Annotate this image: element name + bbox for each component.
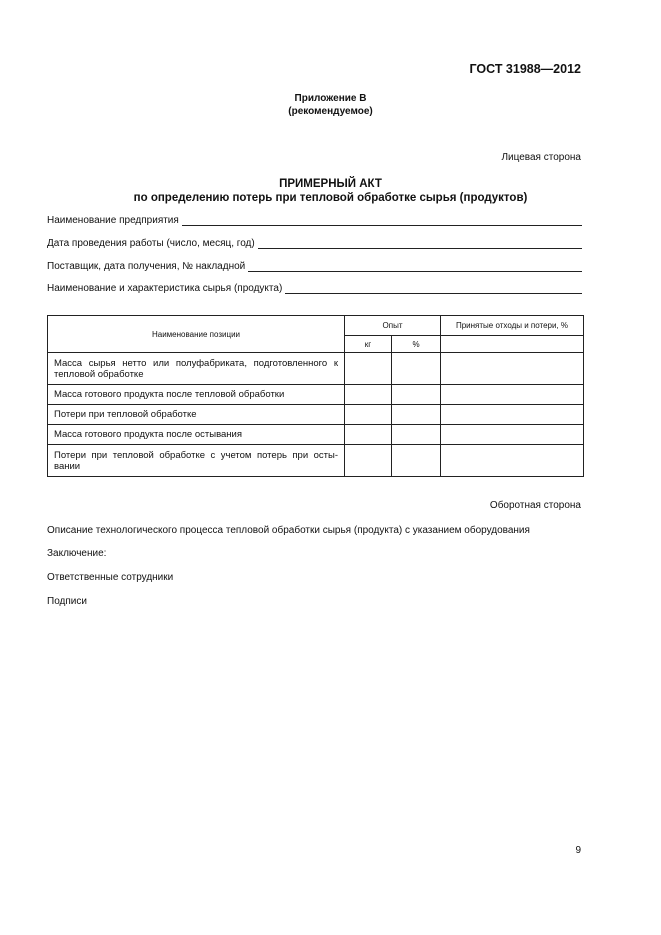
cell-percent[interactable] — [392, 353, 441, 385]
field-label: Дата проведения работы (число, месяц, год) — [47, 238, 255, 249]
cell-accepted[interactable] — [441, 445, 584, 477]
field-work-date[interactable] — [47, 236, 582, 249]
cell-accepted[interactable] — [441, 405, 584, 425]
appendix-heading — [0, 92, 661, 118]
field-enterprise-name[interactable] — [47, 213, 582, 226]
fill-line — [258, 238, 582, 249]
table-row — [48, 405, 584, 425]
appendix-subtitle: (рекомендуемое) — [288, 106, 373, 117]
row-name: Масса сырья нетто или полуфабриката, подготовленного к тепловой обработке — [48, 353, 345, 385]
fill-line — [285, 283, 582, 294]
table-row — [48, 425, 584, 445]
signatures-label: Подписи — [47, 596, 87, 607]
table-row — [48, 445, 584, 477]
cell-accepted[interactable] — [441, 353, 584, 385]
act-subtitle: по определению потерь при тепловой обработке сырья (продуктов) — [133, 192, 528, 204]
act-title: ПРИМЕРНЫЙ АКТ — [279, 178, 382, 190]
fill-line — [248, 261, 582, 272]
document-code: ГОСТ 31988—2012 — [469, 62, 581, 76]
header-accepted-empty — [441, 336, 584, 353]
cell-percent[interactable] — [392, 385, 441, 405]
table-row — [48, 353, 584, 385]
conclusion-label: Заключение: — [47, 548, 107, 559]
field-supplier[interactable] — [47, 259, 582, 272]
row-name: Масса готового продукта после остывания — [48, 425, 345, 445]
responsible-label: Ответственные сотрудники — [47, 572, 174, 583]
back-side-label: Оборотная сторона — [489, 500, 581, 511]
field-label: Поставщик, дата получения, № накладной — [47, 261, 246, 272]
cell-kg[interactable] — [345, 425, 392, 445]
cell-kg[interactable] — [345, 405, 392, 425]
cell-accepted[interactable] — [441, 425, 584, 445]
header-percent: % — [392, 336, 441, 353]
cell-kg[interactable] — [345, 353, 392, 385]
cell-accepted[interactable] — [441, 385, 584, 405]
losses-table — [47, 315, 584, 477]
row-name: Масса готового продукта после тепловой обработки — [48, 385, 345, 405]
appendix-title: Приложение В — [294, 93, 367, 104]
field-raw-material[interactable] — [47, 281, 582, 294]
field-label: Наименование предприятия — [47, 215, 179, 226]
table-row — [48, 385, 584, 405]
field-label: Наименование и характеристика сырья (продукта) — [47, 283, 283, 294]
header-accepted-losses: Принятые отходы и потери, % — [441, 316, 584, 336]
row-name: Потери при тепловой обработке — [48, 405, 345, 425]
cell-kg[interactable] — [345, 445, 392, 477]
header-kg: кг — [345, 336, 392, 353]
header-experiment: Опыт — [345, 316, 441, 336]
header-position-name: Наименование позиции — [48, 316, 345, 353]
page-number: 9 — [575, 845, 581, 856]
process-description: Описание технологического процесса тепловой обработки сырья (продукта) с указанием оборудования — [47, 525, 530, 536]
cell-percent[interactable] — [392, 445, 441, 477]
front-side-label: Лицевая сторона — [501, 152, 581, 163]
row-name: Потери при тепловой обработке с учетом потерь при осты-вании — [48, 445, 345, 477]
cell-kg[interactable] — [345, 385, 392, 405]
cell-percent[interactable] — [392, 425, 441, 445]
cell-percent[interactable] — [392, 405, 441, 425]
fill-line — [182, 215, 582, 226]
act-heading — [0, 177, 661, 205]
